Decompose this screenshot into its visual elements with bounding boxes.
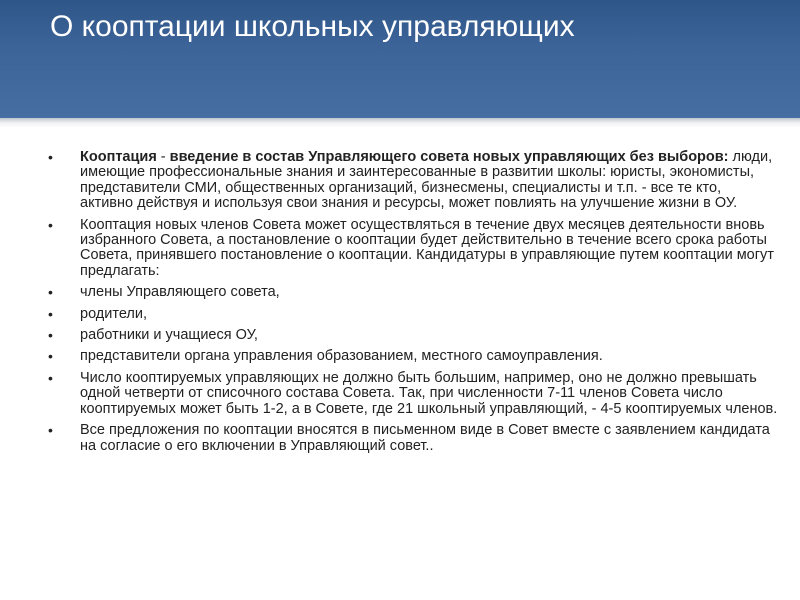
list-item <box>48 307 778 322</box>
bullet-list <box>48 150 778 454</box>
list-item <box>48 371 778 417</box>
bullet-icon: • <box>48 305 53 322</box>
list-item-text: члены Управляющего совета, <box>80 284 280 301</box>
bullet-icon: • <box>48 327 53 344</box>
list-item-text: работники и учащиеся ОУ, <box>80 327 258 344</box>
list-item <box>48 423 778 454</box>
term-separator: - <box>156 149 170 165</box>
bullet-icon: • <box>48 284 53 301</box>
definition-lead: введение в состав Управляющего совета новых управляющих без выборов: <box>169 149 729 165</box>
list-item <box>48 285 778 300</box>
slide-title: О кооптации школьных управляющих <box>50 10 575 43</box>
list-item-text: представители органа управления образованием, местного самоуправления. <box>80 348 603 365</box>
list-item <box>48 150 778 212</box>
bullet-icon: • <box>48 369 53 386</box>
list-item-text: Все предложения по кооптации вносятся в письменном виде в Совет вместе с заявлением кандидата на согласие о его включении в Управляющий совет.. <box>80 422 770 454</box>
slide-body <box>48 150 778 460</box>
definition-text: люди, имеющие профессиональные знания и заинтересованные в развитии школы: юристы, экономисты, представители СМИ, общественных организаций, бизнесмены, специалисты и т.п. - все те кто, активно действуя и используя свои знания и ресурсы, может повлиять на улучшение жизни в ОУ. <box>80 149 773 212</box>
list-item-text: Кооптация новых членов Совета может осуществляться в течение двух месяцев деятельности вновь избранного Совета, а постановление о кооптации будет действительно в течение всего срока работы Совета, принявшего постановление о кооптации. Кандидатуры в управляющие путем кооптации могут предлагать: <box>80 216 774 279</box>
list-item-text: родители, <box>80 305 148 322</box>
list-item <box>48 349 778 364</box>
title-bar-shadow <box>0 118 800 128</box>
bullet-icon: • <box>48 149 53 165</box>
list-item <box>48 328 778 343</box>
term-kooptaciya: Кооптация <box>80 149 157 165</box>
bullet-icon: • <box>48 348 53 365</box>
list-item-text: Число кооптируемых управляющих не должно быть большим, например, оно не должно превышать одной четверти от списочного состава Совета. Так, при численности 7-11 членов Совета число кооптируемых может быть 1-2, а в Совете, где 21 школьный управляющий, - 4-5 кооптируемых членов. <box>80 369 778 417</box>
title-bar <box>0 0 800 118</box>
list-item <box>48 218 778 280</box>
bullet-icon: • <box>48 422 53 439</box>
bullet-icon: • <box>48 216 53 233</box>
